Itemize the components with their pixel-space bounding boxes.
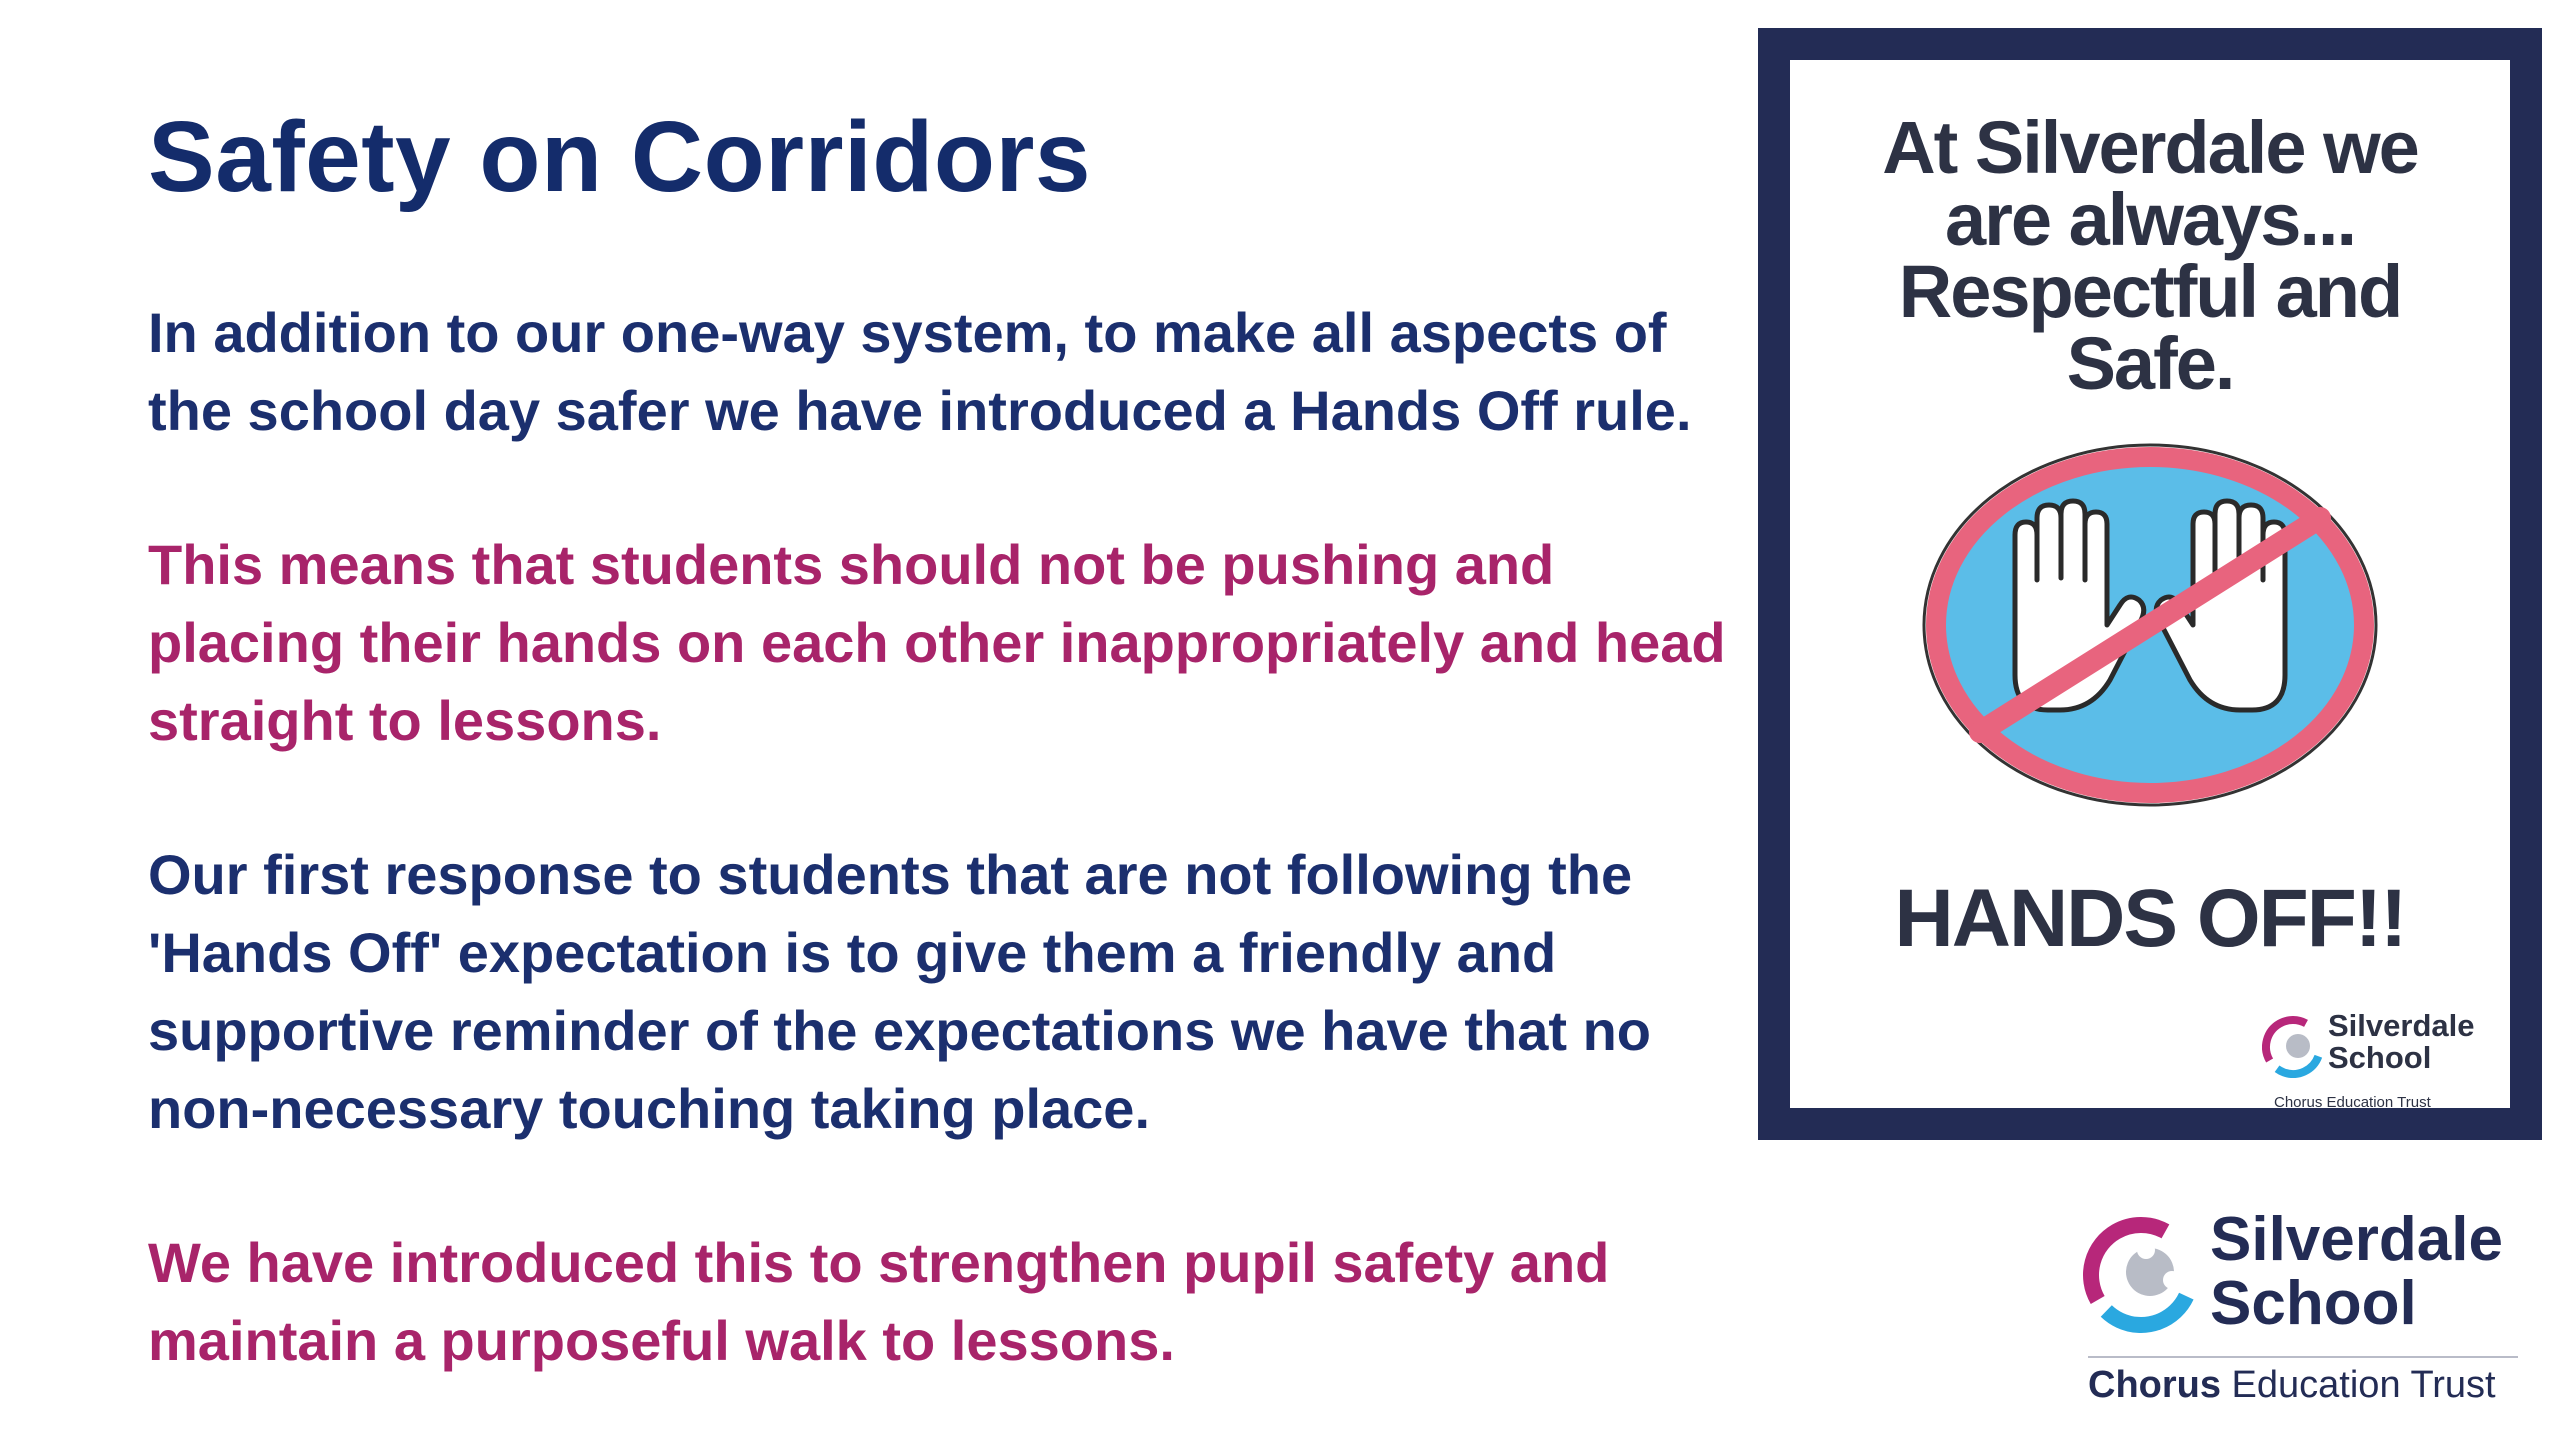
poster-panel (1790, 60, 2510, 1111)
logo-name-line: School (2210, 1269, 2417, 1338)
no-hands-icon (1920, 440, 2380, 810)
slide-title: Safety on Corridors (148, 101, 1091, 213)
logo-trust-rest: Education Trust (2221, 1364, 2496, 1406)
paragraph-hands-off-meaning: This means that students should not be pushing and placing their hands on each other inappropriately and head straight to lessons. (148, 533, 1726, 752)
poster-logo-trust: Chorus Education Trust (2274, 1094, 2431, 1111)
logo-name-line: Silverdale (2210, 1205, 2503, 1274)
poster-headline-line: are always... (1944, 178, 2356, 261)
logo-trust-bold: Chorus (2088, 1364, 2221, 1406)
poster-slogan: HANDS OFF!! (1894, 873, 2406, 964)
paragraph-purpose: We have introduced this to strengthen pupil safety and maintain a purposeful walk to lessons. (148, 1231, 1610, 1372)
school-emblem-icon (2082, 1216, 2200, 1334)
logo-trust-name (2088, 1364, 2496, 1407)
poster-logo-name-line: School (2328, 1040, 2432, 1075)
paragraph-first-response: Our first response to students that are not following the 'Hands Off' expectation is to give them a friendly and supportive reminder of the expectations we have that no non-necessary touching taking place. (148, 843, 1651, 1140)
poster-logo-name (2328, 1010, 2474, 1074)
poster-headline (1790, 106, 2510, 405)
poster-headline-line: At Silverdale we (1882, 106, 2418, 189)
poster-school-logo (2262, 1010, 2492, 1130)
hands-off-poster (1758, 28, 2542, 1140)
school-emblem-icon (2262, 1016, 2324, 1078)
school-logo (2082, 1205, 2522, 1408)
logo-school-name (2210, 1205, 2503, 1338)
poster-logo-name-line: Silverdale (2328, 1008, 2475, 1043)
poster-headline-line: Respectful and (1898, 250, 2402, 333)
paragraph-hands-off-intro: In addition to our one-way system, to make all aspects of the school day safer we have introduced a Hands Off rule. (148, 301, 1692, 442)
logo-divider (2088, 1356, 2518, 1358)
poster-headline-line: Safe. (2066, 322, 2234, 405)
